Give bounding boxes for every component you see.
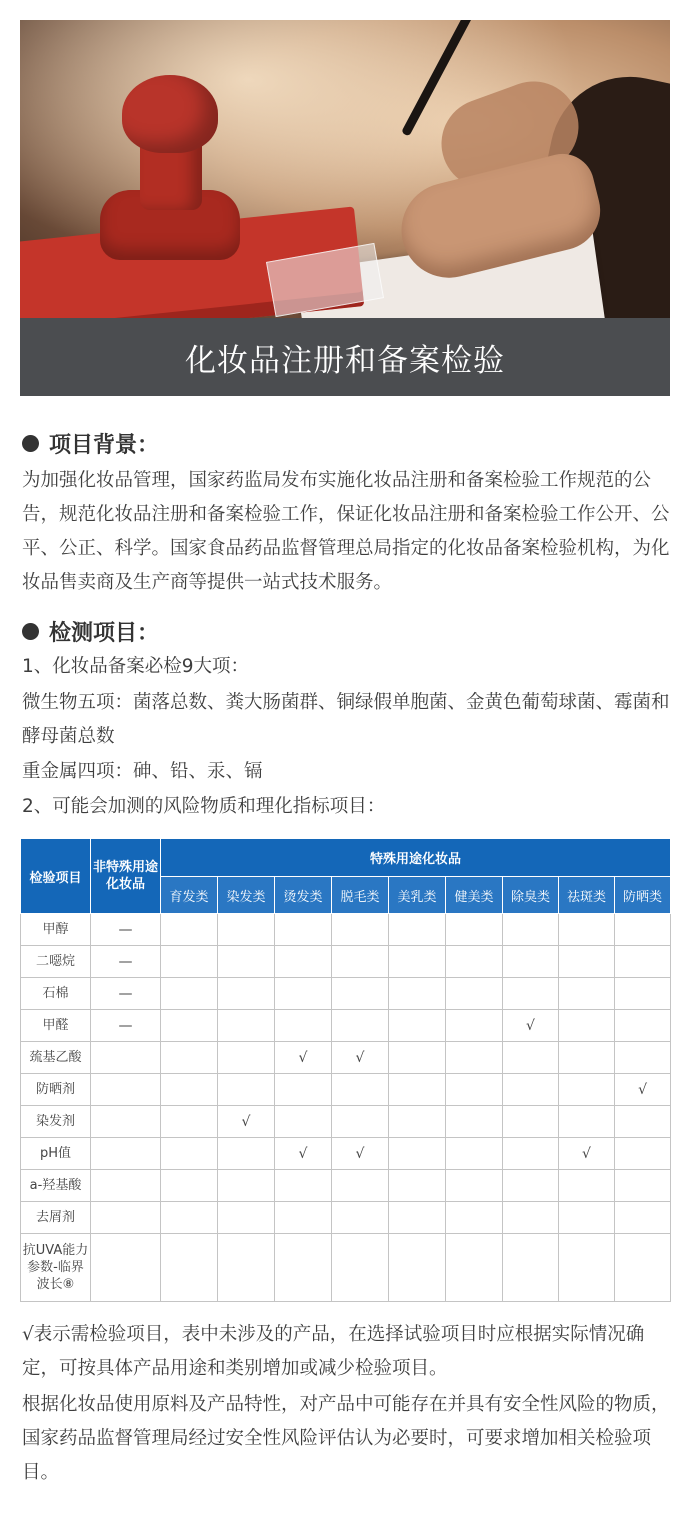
table-cell bbox=[91, 1074, 161, 1106]
table-body bbox=[21, 914, 671, 1302]
table-cell bbox=[615, 1106, 671, 1138]
table-cell bbox=[332, 978, 389, 1010]
table-cell bbox=[503, 1170, 559, 1202]
table-cell: — bbox=[91, 1010, 161, 1042]
table-cell bbox=[332, 1074, 389, 1106]
table-cell bbox=[503, 1074, 559, 1106]
table-cell bbox=[161, 1202, 218, 1234]
table-cell bbox=[332, 1010, 389, 1042]
table-cell: — bbox=[91, 946, 161, 978]
header-col: 除臭类 bbox=[503, 877, 559, 914]
table-cell bbox=[91, 1202, 161, 1234]
table-cell bbox=[446, 1234, 503, 1302]
table-row bbox=[21, 1170, 671, 1202]
table-cell bbox=[275, 1010, 332, 1042]
table-cell bbox=[275, 1202, 332, 1234]
table-cell bbox=[389, 1170, 446, 1202]
row-name: a-羟基酸 bbox=[21, 1170, 91, 1202]
table-cell bbox=[446, 946, 503, 978]
table-cell bbox=[91, 1234, 161, 1302]
table-cell bbox=[615, 978, 671, 1010]
table-cell: √ bbox=[615, 1074, 671, 1106]
table-cell bbox=[389, 1010, 446, 1042]
table-cell bbox=[559, 1010, 615, 1042]
table-row bbox=[21, 1010, 671, 1042]
header-col: 育发类 bbox=[161, 877, 218, 914]
table-cell bbox=[275, 1106, 332, 1138]
table-row bbox=[21, 978, 671, 1010]
header-special: 特殊用途化妆品 bbox=[161, 839, 671, 877]
table-cell bbox=[275, 914, 332, 946]
table-cell bbox=[161, 1042, 218, 1074]
table-cell bbox=[446, 1170, 503, 1202]
row-name: 甲醇 bbox=[21, 914, 91, 946]
table-cell bbox=[332, 1234, 389, 1302]
table-cell bbox=[218, 1202, 275, 1234]
bullet-icon bbox=[22, 623, 39, 640]
header-col: 健美类 bbox=[446, 877, 503, 914]
table-cell bbox=[559, 1042, 615, 1074]
table-cell bbox=[275, 1234, 332, 1302]
table-cell: √ bbox=[275, 1042, 332, 1074]
table-cell bbox=[91, 1042, 161, 1074]
row-name: 二噁烷 bbox=[21, 946, 91, 978]
table-cell bbox=[503, 914, 559, 946]
table-cell bbox=[389, 978, 446, 1010]
table-cell bbox=[161, 1234, 218, 1302]
table-cell bbox=[91, 1106, 161, 1138]
testing-table bbox=[20, 838, 671, 1302]
table-cell bbox=[446, 914, 503, 946]
table-cell bbox=[218, 1074, 275, 1106]
row-name: 巯基乙酸 bbox=[21, 1042, 91, 1074]
table-cell bbox=[559, 1106, 615, 1138]
background-heading bbox=[22, 428, 159, 459]
table-cell bbox=[218, 1234, 275, 1302]
header-col: 烫发类 bbox=[275, 877, 332, 914]
table-cell bbox=[615, 914, 671, 946]
table-cell bbox=[615, 1170, 671, 1202]
table-row bbox=[21, 946, 671, 978]
table-cell bbox=[559, 1170, 615, 1202]
table-cell bbox=[503, 946, 559, 978]
header-nonspecial: 非特殊用途化妆品 bbox=[91, 839, 161, 914]
table-cell bbox=[161, 1138, 218, 1170]
table-cell bbox=[615, 1202, 671, 1234]
table-cell bbox=[389, 1202, 446, 1234]
row-name: 染发剂 bbox=[21, 1106, 91, 1138]
background-text: 为加强化妆品管理，国家药监局发布实施化妆品注册和备案检验工作规范的公告，规范化妆品注册和备案检验工作，保证化妆品注册和备案检验工作公开、公平、公正、科学。国家食品药品监督管理总局指定的化妆品备案检验机构，为化妆品售卖商及生产商等提供一站式技术服务。 bbox=[22, 470, 670, 593]
table-cell bbox=[275, 1170, 332, 1202]
note-1: √表示需检验项目，表中未涉及的产品，在选择试验项目时应根据实际情况确定，可按具体产品用途和类别增加或减少检验项目。 bbox=[22, 1324, 645, 1379]
table-cell bbox=[559, 1074, 615, 1106]
table-cell bbox=[446, 1010, 503, 1042]
table-cell bbox=[275, 1074, 332, 1106]
table-cell bbox=[161, 978, 218, 1010]
table-cell bbox=[91, 1138, 161, 1170]
header-col: 防晒类 bbox=[615, 877, 671, 914]
testing-line-1: 1、化妆品备案必检9大项： bbox=[22, 656, 250, 677]
table-cell bbox=[559, 914, 615, 946]
table-cell: √ bbox=[275, 1138, 332, 1170]
table-row bbox=[21, 1042, 671, 1074]
table-cell bbox=[559, 1202, 615, 1234]
table-cell bbox=[275, 978, 332, 1010]
table-row bbox=[21, 1202, 671, 1234]
table-cell bbox=[615, 946, 671, 978]
table-cell: √ bbox=[503, 1010, 559, 1042]
table-cell bbox=[389, 1234, 446, 1302]
header-col: 脱毛类 bbox=[332, 877, 389, 914]
table-cell: — bbox=[91, 978, 161, 1010]
bullet-icon bbox=[22, 435, 39, 452]
title-banner bbox=[20, 318, 670, 396]
table-cell bbox=[275, 946, 332, 978]
row-name: 去屑剂 bbox=[21, 1202, 91, 1234]
table-cell bbox=[218, 978, 275, 1010]
testing-heading-text: 检测项目： bbox=[49, 621, 160, 646]
table-cell bbox=[161, 914, 218, 946]
table-cell bbox=[615, 1138, 671, 1170]
row-name: 防晒剂 bbox=[21, 1074, 91, 1106]
header-col: 美乳类 bbox=[389, 877, 446, 914]
table-cell bbox=[389, 946, 446, 978]
table-cell: √ bbox=[332, 1042, 389, 1074]
table-row bbox=[21, 1138, 671, 1170]
table-row bbox=[21, 1234, 671, 1302]
table-cell bbox=[503, 1138, 559, 1170]
hero-image bbox=[20, 20, 670, 396]
table-cell bbox=[446, 1074, 503, 1106]
table-cell bbox=[91, 1170, 161, 1202]
table-cell bbox=[218, 1138, 275, 1170]
table-cell bbox=[218, 1042, 275, 1074]
table-row bbox=[21, 1074, 671, 1106]
table-cell bbox=[446, 1106, 503, 1138]
stamp-photo bbox=[20, 20, 670, 318]
table-row bbox=[21, 1106, 671, 1138]
table-cell bbox=[161, 1106, 218, 1138]
table-cell bbox=[389, 1106, 446, 1138]
table-cell bbox=[503, 1234, 559, 1302]
table-cell bbox=[218, 914, 275, 946]
table-cell bbox=[615, 1010, 671, 1042]
table-cell: √ bbox=[332, 1138, 389, 1170]
header-col: 祛斑类 bbox=[559, 877, 615, 914]
table-cell bbox=[559, 946, 615, 978]
table-cell bbox=[332, 946, 389, 978]
note-2: 根据化妆品使用原料及产品特性，对产品中可能存在并具有安全性风险的物质，国家药品监督管理局经过安全性风险评估认为必要时，可要求增加相关检验项目。 bbox=[22, 1394, 670, 1483]
row-name: 抗UVA能力参数-临界波长⑧ bbox=[21, 1234, 91, 1302]
table-cell bbox=[389, 1042, 446, 1074]
testing-heading bbox=[22, 616, 159, 647]
table-cell bbox=[332, 1170, 389, 1202]
table-cell bbox=[332, 1106, 389, 1138]
table-cell bbox=[559, 978, 615, 1010]
table-cell bbox=[615, 1042, 671, 1074]
table-cell bbox=[161, 1170, 218, 1202]
background-heading-text: 项目背景： bbox=[49, 433, 160, 458]
table-cell bbox=[446, 978, 503, 1010]
table-row bbox=[21, 914, 671, 946]
table-cell bbox=[503, 1042, 559, 1074]
table-cell bbox=[446, 1138, 503, 1170]
table-cell: — bbox=[91, 914, 161, 946]
table-cell bbox=[218, 946, 275, 978]
table-cell bbox=[161, 946, 218, 978]
table-cell bbox=[389, 1138, 446, 1170]
table-cell: √ bbox=[559, 1138, 615, 1170]
table-cell bbox=[161, 1010, 218, 1042]
table-cell bbox=[161, 1074, 218, 1106]
row-name: pH值 bbox=[21, 1138, 91, 1170]
table-cell bbox=[446, 1202, 503, 1234]
table-cell bbox=[503, 978, 559, 1010]
table-cell bbox=[615, 1234, 671, 1302]
table-cell bbox=[446, 1042, 503, 1074]
testing-line-2: 微生物五项：菌落总数、粪大肠菌群、铜绿假单胞菌、金黄色葡萄球菌、霉菌和酵母菌总数 bbox=[22, 692, 670, 747]
table-cell bbox=[503, 1202, 559, 1234]
testing-line-4: 2、可能会加测的风险物质和理化指标项目： bbox=[22, 796, 386, 817]
table-cell bbox=[389, 914, 446, 946]
table-cell bbox=[218, 1170, 275, 1202]
header-item: 检验项目 bbox=[21, 839, 91, 914]
table-cell bbox=[332, 1202, 389, 1234]
table-cell: √ bbox=[218, 1106, 275, 1138]
page-title: 化妆品注册和备案检验 bbox=[185, 342, 505, 379]
table-cell bbox=[389, 1074, 446, 1106]
table-cell bbox=[559, 1234, 615, 1302]
table-cell bbox=[218, 1010, 275, 1042]
table-cell bbox=[503, 1106, 559, 1138]
testing-line-3: 重金属四项：砷、铅、汞、镉 bbox=[22, 761, 263, 782]
table-cell bbox=[332, 914, 389, 946]
header-col: 染发类 bbox=[218, 877, 275, 914]
row-name: 石棉 bbox=[21, 978, 91, 1010]
row-name: 甲醛 bbox=[21, 1010, 91, 1042]
